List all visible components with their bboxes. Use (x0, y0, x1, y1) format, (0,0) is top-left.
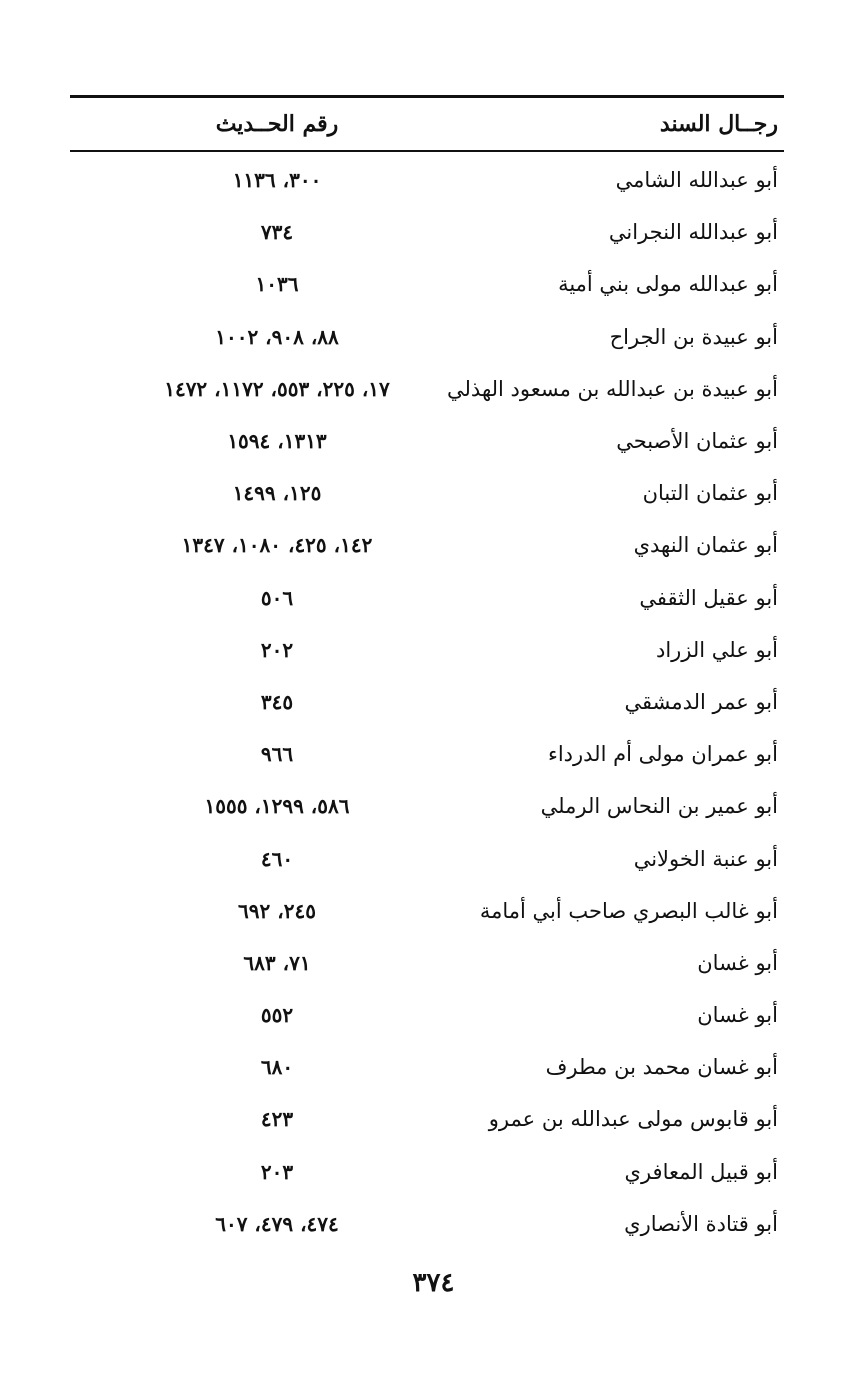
table-row (70, 780, 784, 832)
table-row (70, 572, 784, 624)
hadith-numbers: ٧١، ٦٨٣ (243, 950, 311, 975)
narrator-name: أبو عنبة الخولاني (633, 846, 778, 871)
table-row (70, 624, 784, 676)
narrator-name: أبو علي الزراد (655, 637, 778, 662)
page-number: ٣٧٤ (412, 1268, 455, 1298)
hadith-numbers: ٣٤٥ (260, 689, 294, 714)
narrator-name: أبو عثمان الأصبحي (616, 429, 778, 454)
narrator-name: أبو عمر الدمشقي (624, 689, 778, 714)
hadith-numbers: ٢٠٣ (260, 1159, 294, 1184)
hadith-numbers: ٥٨٦، ١٢٩٩، ١٥٥٥ (204, 794, 350, 819)
narrators-column-header: رجــال السند (659, 111, 778, 137)
table-row (70, 885, 784, 937)
table-row (70, 519, 784, 571)
narrator-name: أبو عثمان التبان (642, 481, 778, 506)
table-row (70, 258, 784, 310)
narrator-name: أبو غسان (697, 950, 778, 975)
narrator-name: أبو قبيل المعافري (624, 1159, 778, 1184)
narrator-name: أبو عبيدة بن الجراح (609, 324, 778, 349)
table-body (70, 152, 784, 1250)
hadith-numbers: ٤٧٤، ٤٧٩، ٦٠٧ (215, 1211, 339, 1236)
hadith-numbers: ٢٠٢ (260, 637, 294, 662)
hadith-numbers: ٣٠٠، ١١٣٦ (232, 168, 322, 193)
hadith-numbers: ١٧، ٢٢٥، ٥٥٣، ١١٧٢، ١٤٧٢ (164, 376, 390, 401)
hadith-number-column-header: رقم الحــديث (215, 111, 339, 137)
narrator-name: أبو عمران مولى أم الدرداء (547, 742, 778, 767)
table-row (70, 311, 784, 363)
hadith-numbers: ١٤٢، ٤٢٥، ١٠٨٠، ١٣٤٧ (181, 533, 373, 558)
hadith-numbers: ٧٣٤ (260, 220, 294, 245)
narrator-name: أبو غسان محمد بن مطرف (545, 1055, 778, 1080)
narrators-index-table (70, 95, 784, 1250)
hadith-numbers: ٩٦٦ (260, 742, 294, 767)
table-row (70, 1146, 784, 1198)
hadith-numbers: ١٢٥، ١٤٩٩ (232, 481, 322, 506)
narrator-name: أبو غالب البصري صاحب أبي أمامة (479, 898, 778, 923)
narrator-name: أبو عبدالله مولى بني أمية (558, 272, 778, 297)
table-row (70, 467, 784, 519)
hadith-numbers: ٤٢٣ (260, 1107, 294, 1132)
table-row (70, 363, 784, 415)
table-row (70, 1041, 784, 1093)
hadith-numbers: ٤٦٠ (260, 846, 294, 871)
narrator-name: أبو عمير بن النحاس الرملي (540, 794, 778, 819)
narrator-name: أبو غسان (697, 1003, 778, 1028)
narrator-name: أبو عبيدة بن عبدالله بن مسعود الهذلي (447, 376, 778, 401)
narrator-name: أبو عبدالله النجراني (608, 220, 778, 245)
table-row (70, 989, 784, 1041)
narrator-name: أبو عقيل الثقفي (639, 585, 778, 610)
hadith-numbers: ٨٨، ٩٠٨، ١٠٠٢ (215, 324, 339, 349)
narrator-name: أبو قابوس مولى عبدالله بن عمرو (488, 1107, 778, 1132)
narrator-name: أبو قتادة الأنصاري (624, 1211, 778, 1236)
table-row (70, 154, 784, 206)
hadith-numbers: ٦٨٠ (260, 1055, 294, 1080)
hadith-numbers: ١٣١٣، ١٥٩٤ (227, 429, 327, 454)
table-row (70, 415, 784, 467)
table-row (70, 206, 784, 258)
hadith-numbers: ٥٠٦ (260, 585, 294, 610)
table-row (70, 676, 784, 728)
table-row (70, 832, 784, 884)
hadith-numbers: ٢٤٥، ٦٩٢ (238, 898, 316, 923)
table-row (70, 1198, 784, 1250)
table-row (70, 728, 784, 780)
table-row (70, 937, 784, 989)
narrator-name: أبو عبدالله الشامي (615, 168, 778, 193)
table-row (70, 1093, 784, 1145)
hadith-numbers: ٥٥٢ (260, 1003, 294, 1028)
hadith-numbers: ١٠٣٦ (255, 272, 299, 297)
narrator-name: أبو عثمان النهدي (633, 533, 778, 558)
table-header (70, 98, 784, 150)
